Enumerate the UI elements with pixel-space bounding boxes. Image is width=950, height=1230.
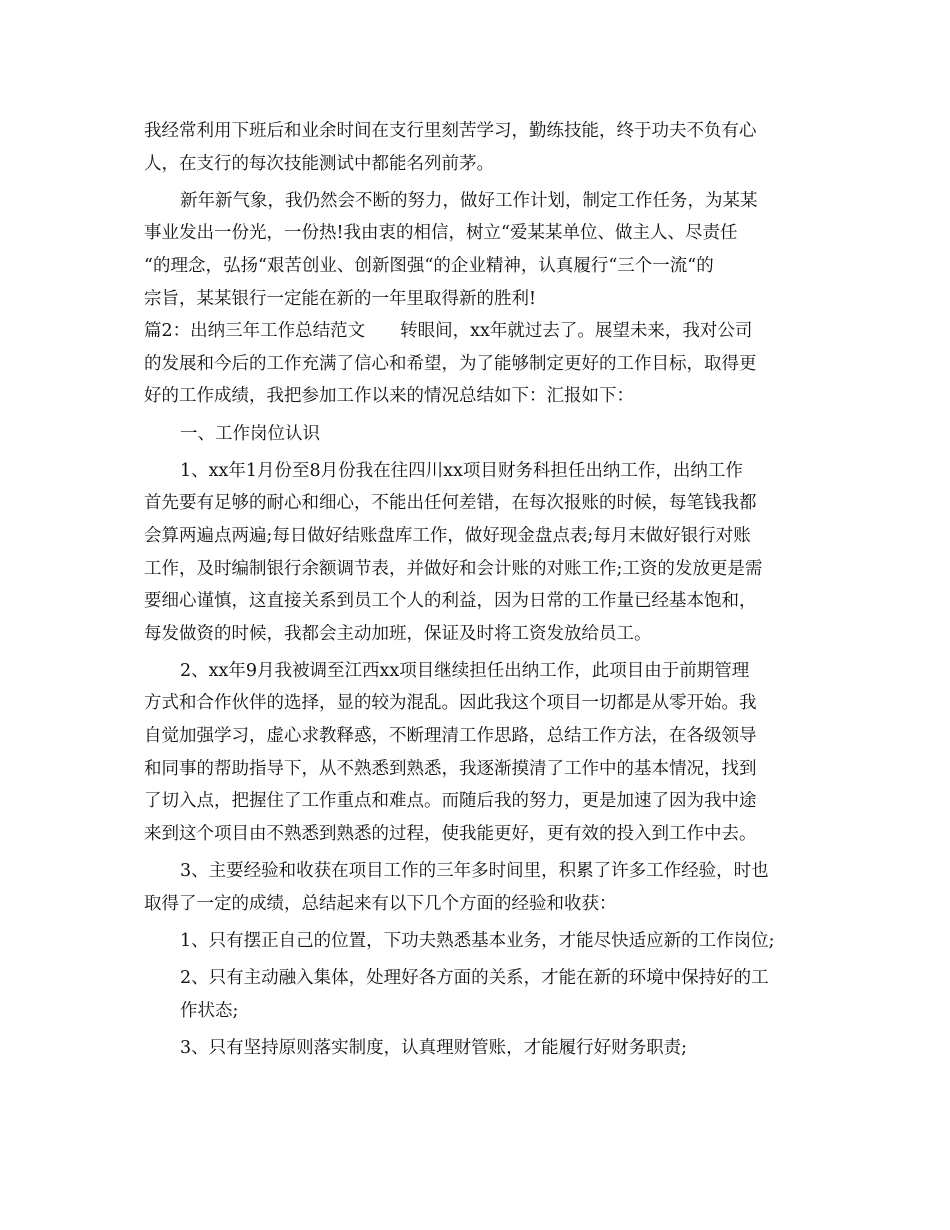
text-line: 要细心谨慎，这直接关系到员工个人的利益，因为日常的工作量已经基本饱和， [144,591,757,612]
list-item: 3、只有坚持原则落实制度，认真理财管账，才能履行好财务职责; [180,1037,688,1058]
text-line: 的发展和今后的工作充满了信心和希望，为了能够制定更好的工作目标，取得更 [144,353,757,374]
text-line: 会算两遍点两遍;每日做好结账盘库工作，做好现金盘点表;每月末做好银行对账 [144,525,751,546]
text-line: 方式和合作伙伴的选择，显的较为混乱。因此我这个项目一切都是从零开始。我 [144,693,757,714]
text-line: 自觉加强学习，虚心求教释惑，不断理清工作思路，总结工作方法，在各级领导 [144,726,757,747]
text-line: 和同事的帮助指导下，从不熟悉到熟悉，我逐渐摸清了工作中的基本情况，找到 [144,758,757,779]
list-item-continuation: 作状态; [180,1000,239,1021]
text-line: 了切入点，把握住了工作重点和难点。而随后我的努力，更是加速了因为我中途 [144,791,757,812]
text-line: 取得了一定的成绩，总结起来有以下几个方面的经验和收获： [144,893,617,914]
text-line: 人，在支行的每次技能测试中都能名列前茅。 [144,153,494,174]
text-line: 2、xx年9月我被调至江西xx项目继续担任出纳工作，此项目由于前期管理 [180,660,750,681]
text-line: 事业发出一份光，一份热!我由衷的相信，树立“爱某某单位、做主人、尽责任 [144,223,738,244]
text-line: 工作，及时编制银行余额调节表，并做好和会计账的对账工作;工资的发放更是需 [144,558,763,579]
text-line: 1、xx年1月份至8月份我在往四川xx项目财务科担任出纳工作，出纳工作 [180,460,743,481]
text-line: 好的工作成绩，我把参加工作以来的情况总结如下：汇报如下： [144,386,634,407]
text-line: 宗旨，某某银行一定能在新的一年里取得新的胜利! [144,288,537,309]
list-item: 1、只有摆正自己的位置，下功夫熟悉基本业务，才能尽快适应新的工作岗位; [180,930,775,951]
list-item: 2、只有主动融入集体，处理好各方面的关系，才能在新的环境中保持好的工 [180,968,769,988]
text-line: 每发做资的时候，我都会主动加班，保证及时将工资发放给员工。 [144,623,652,644]
text-line: 新年新气象，我仍然会不断的努力，做好工作计划，制定工作任务，为某某 [180,190,758,211]
text-line: 我经常利用下班后和业余时间在支行里刻苦学习，勤练技能，终于功夫不负有心 [144,121,757,141]
document-body [144,115,800,1064]
text-line: “的理念，弘扬“艰苦创业、创新图强“的企业精神，认真履行“三个一流“的 [144,255,714,276]
text-line: 篇2：出纳三年工作总结范文 转眼间，xx年就过去了。展望未来，我对公司 [144,321,753,342]
section-heading: 一、工作岗位认识 [180,423,320,444]
text-line: 3、主要经验和收获在项目工作的三年多时间里，积累了许多工作经验，时也 [180,861,769,882]
text-line: 来到这个项目由不熟悉到熟悉的过程，使我能更好，更有效的投入到工作中去。 [144,823,757,844]
text-line: 首先要有足够的耐心和细心，不能出任何差错，在每次报账的时候，每笔钱我都 [144,493,757,514]
